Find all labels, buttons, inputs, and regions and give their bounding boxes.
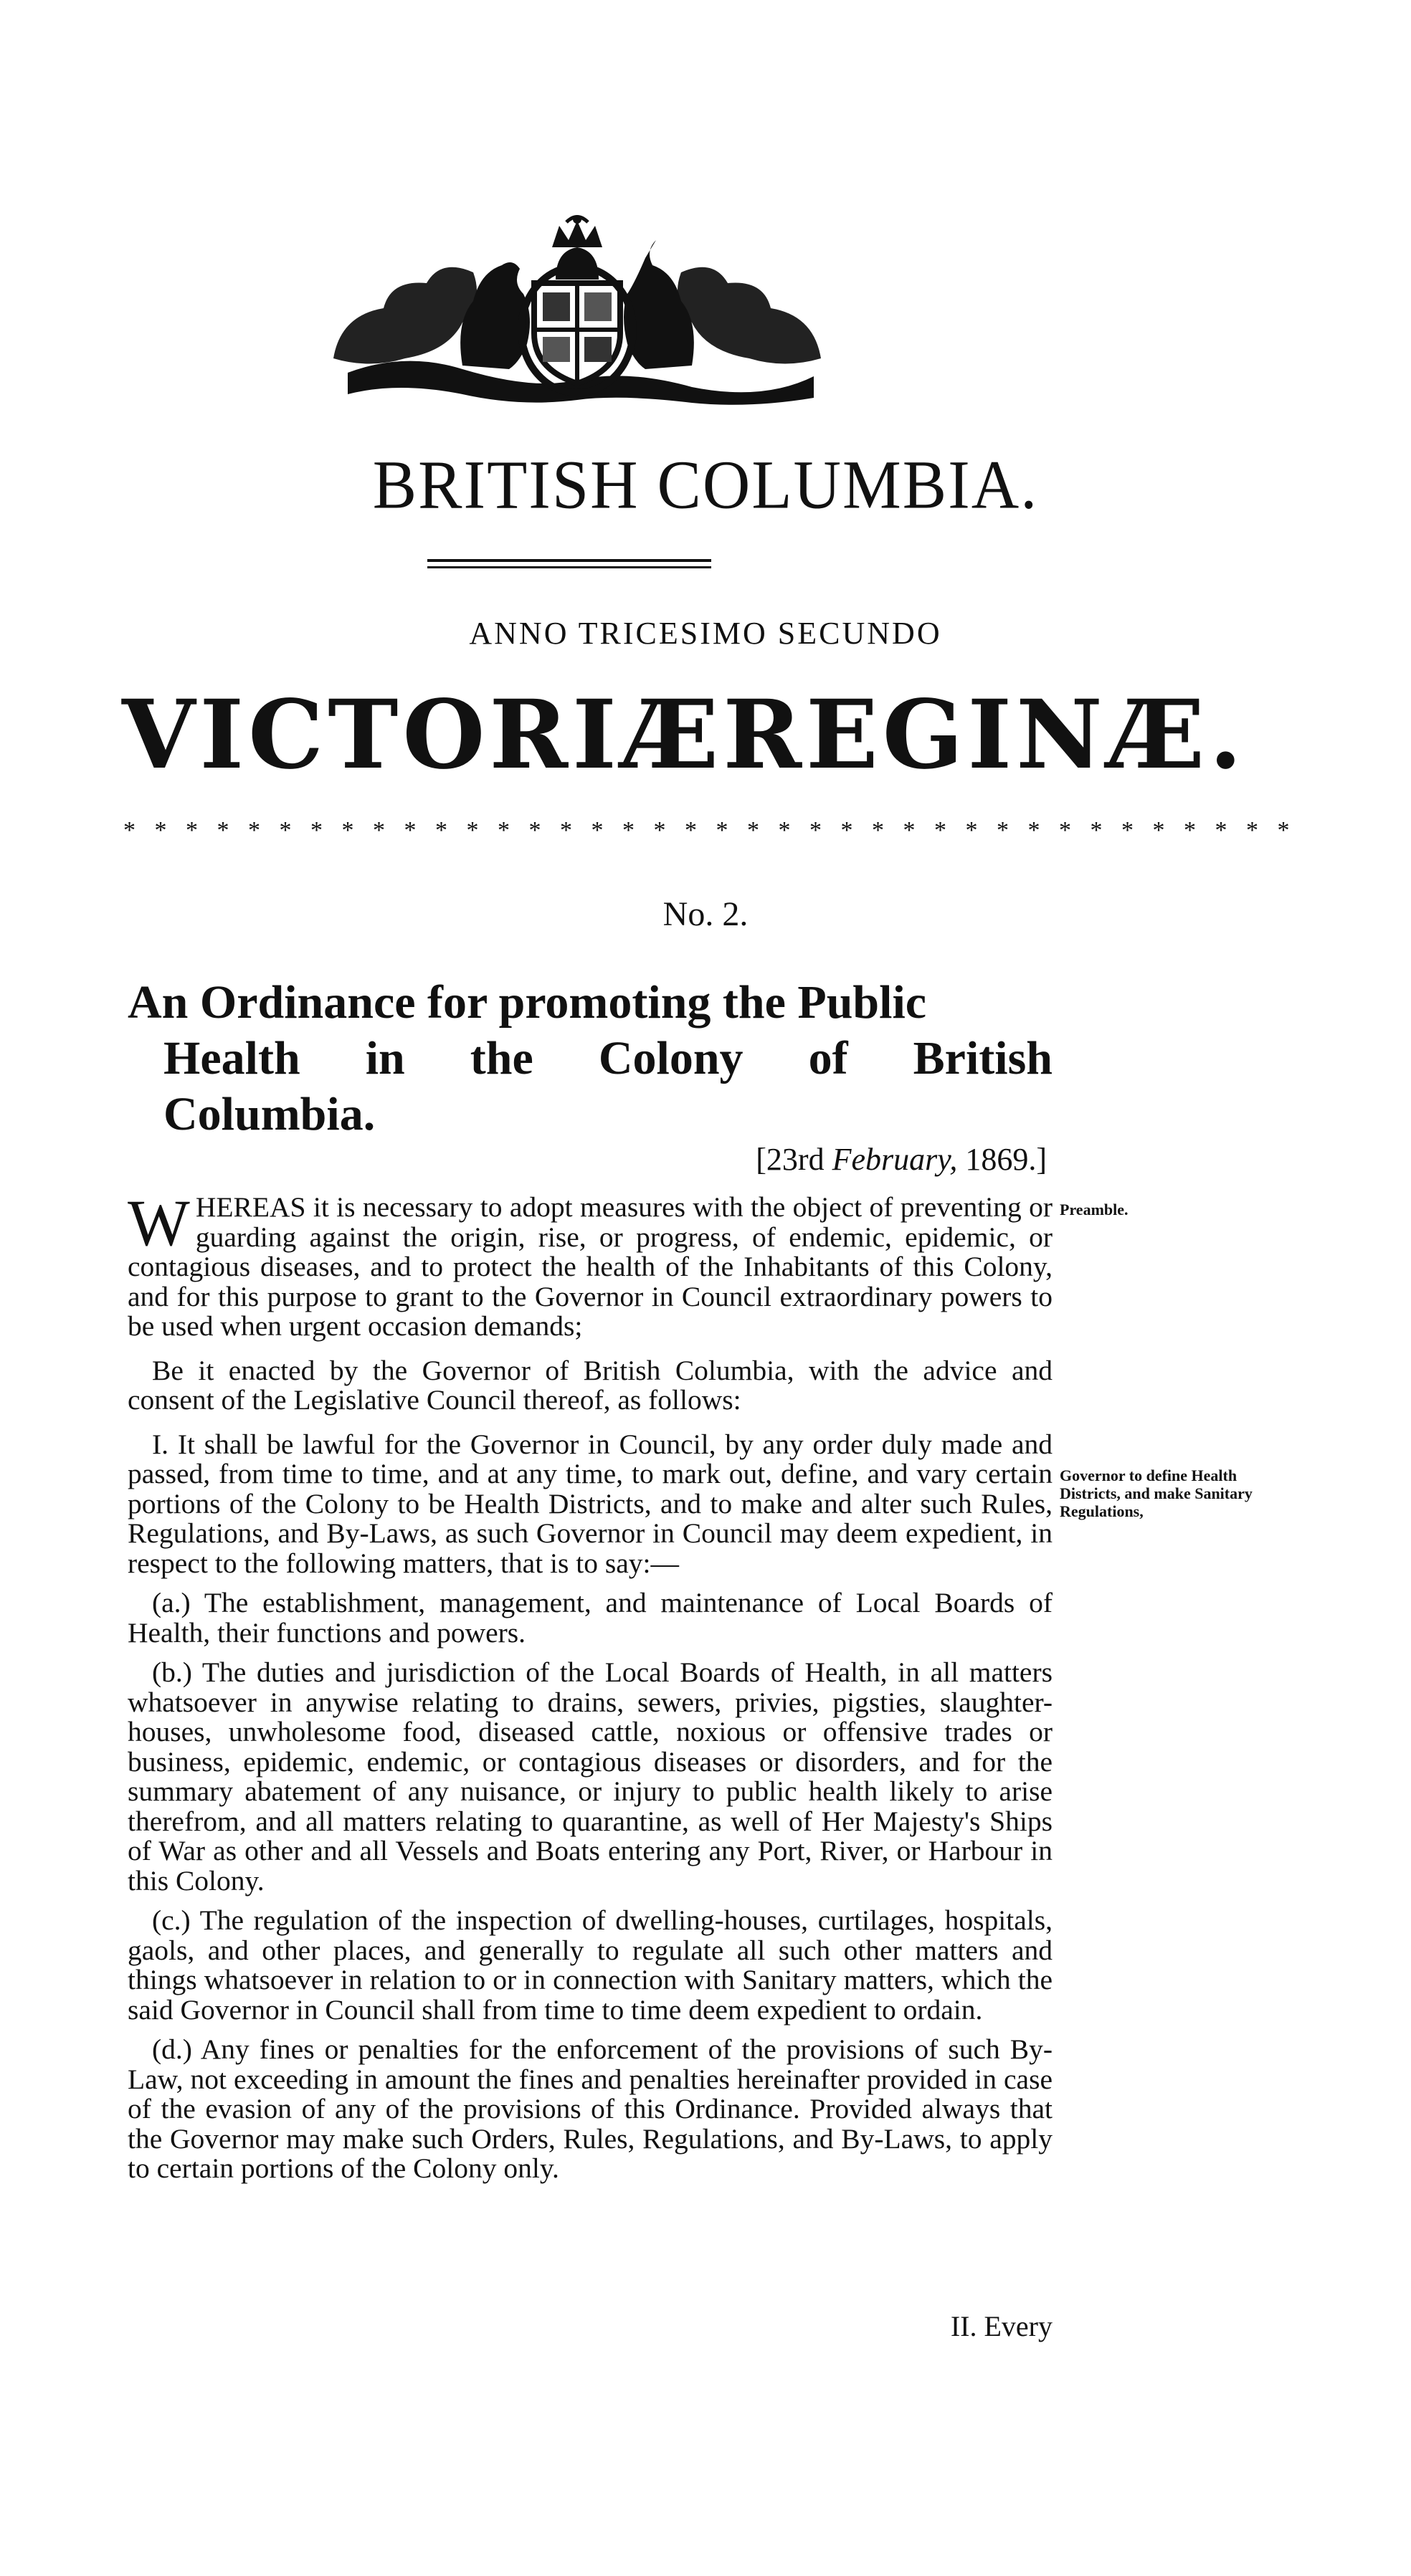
enacting-clause: Be it enacted by the Governor of British Columbia, with the advice and consent of the Legislative Council thereof, as follows: bbox=[128, 1354, 1053, 1416]
preamble-text: HEREAS it is necessary to adopt measures with the object of preventing or guarding against the origin, rise, or progress, of endemic, epidemic, or contagious diseases, and to protect the health of the Inhabitants of this Colony, and for this purpose to grant to the Governor in Council extraordinary powers to be used when urgent occasion demands; bbox=[128, 1191, 1053, 1342]
title-line-2 bbox=[128, 1031, 1053, 1087]
title-line-1: An Ordinance for promoting the Public bbox=[128, 976, 927, 1029]
star-ornament: * * * * * * * * * * * * * * * * * * * * * * * * * * * * * * * * * * * * * * bbox=[123, 817, 1296, 844]
title-word: Health bbox=[163, 1032, 300, 1084]
regnal-left: VICTORIÆ bbox=[122, 679, 723, 791]
drop-cap: W bbox=[128, 1186, 190, 1259]
sidenote-governor: Governor to define Health Districts, and make Sanitary Regulations, bbox=[1060, 1466, 1253, 1520]
sidenote-preamble: Preamble. bbox=[1060, 1201, 1129, 1218]
ordinance-number: No. 2. bbox=[662, 895, 749, 933]
clause-c: (c.) The regulation of the inspection of dwelling-houses, curtilages, hospitals, gaols, and other places, and generally to regulate all such other matters and things whatsoever in relation to or in connection with Sanitary matters, which the said Governor in Council shall from time to time deem expedient to ordain. bbox=[128, 1904, 1053, 2026]
clause-a: (a.) The establishment, management, and maintenance of Local Boards of Health, their functions and powers. bbox=[128, 1587, 1053, 1649]
title-word: of bbox=[808, 1032, 848, 1084]
title-line-3: Columbia. bbox=[163, 1088, 376, 1140]
title-word: British bbox=[913, 1032, 1053, 1084]
regnal-heading bbox=[122, 679, 1247, 791]
title-word: in bbox=[365, 1032, 405, 1084]
date-open: [23rd bbox=[756, 1142, 832, 1177]
ordinance-body bbox=[128, 1186, 1053, 2194]
title-rule bbox=[427, 559, 711, 568]
preamble-paragraph bbox=[128, 1186, 1053, 1342]
section-1: I. It shall be lawful for the Governor in Council, by any order duly made and passed, from time to time, and at any time, to mark out, define, and vary certain portions of the Colony to be Health Districts, and to make and alter such Rules, Regulations, and By-Laws, as such Governor in Council may deem expedient, in respect to the following matters, that is to say:— bbox=[128, 1428, 1053, 1579]
ordinance-date bbox=[645, 1141, 1047, 1178]
date-close: 1869.] bbox=[957, 1142, 1047, 1177]
royal-coat-of-arms-icon bbox=[319, 215, 835, 409]
date-month: February, bbox=[832, 1142, 958, 1177]
title-word: the bbox=[470, 1032, 533, 1084]
clause-d: (d.) Any fines or penalties for the enforcement of the provisions of such By-Law, not exceeding in amount the fines and penalties hereinafter provided in case of the evasion of any of the provisions of this Ordinance. Provided always that the Governor may make such Orders, Rules, Regulations, and By-Laws, to apply to certain portions of the Colony only. bbox=[128, 2033, 1053, 2184]
regnal-right: REGINÆ. bbox=[723, 679, 1247, 791]
regnal-year: ANNO TRICESIMO SECUNDO bbox=[469, 616, 942, 651]
clause-b: (b.) The duties and jurisdiction of the Local Boards of Health, in all matters whatsoever in anywise relating to drains, sewers, privies, pigsties, slaughter-houses, unwholesome food, diseased cattle, noxious or offensive trades or business, epidemic, endemic, or contagious diseases or disorders, and for the summary abatement of any nuisance, or injury to public health likely to arise therefrom, and all matters relating to quarantine, as well of Her Majesty's Ships of War as other and all Vessels and Boats entering any Port, River, or Harbour in this Colony. bbox=[128, 1656, 1053, 1897]
title-word: Colony bbox=[598, 1032, 743, 1084]
ordinance-title bbox=[128, 975, 1053, 1142]
colony-title: BRITISH COLUMBIA. bbox=[372, 446, 1039, 523]
catchword: II. Every bbox=[950, 2310, 1053, 2342]
